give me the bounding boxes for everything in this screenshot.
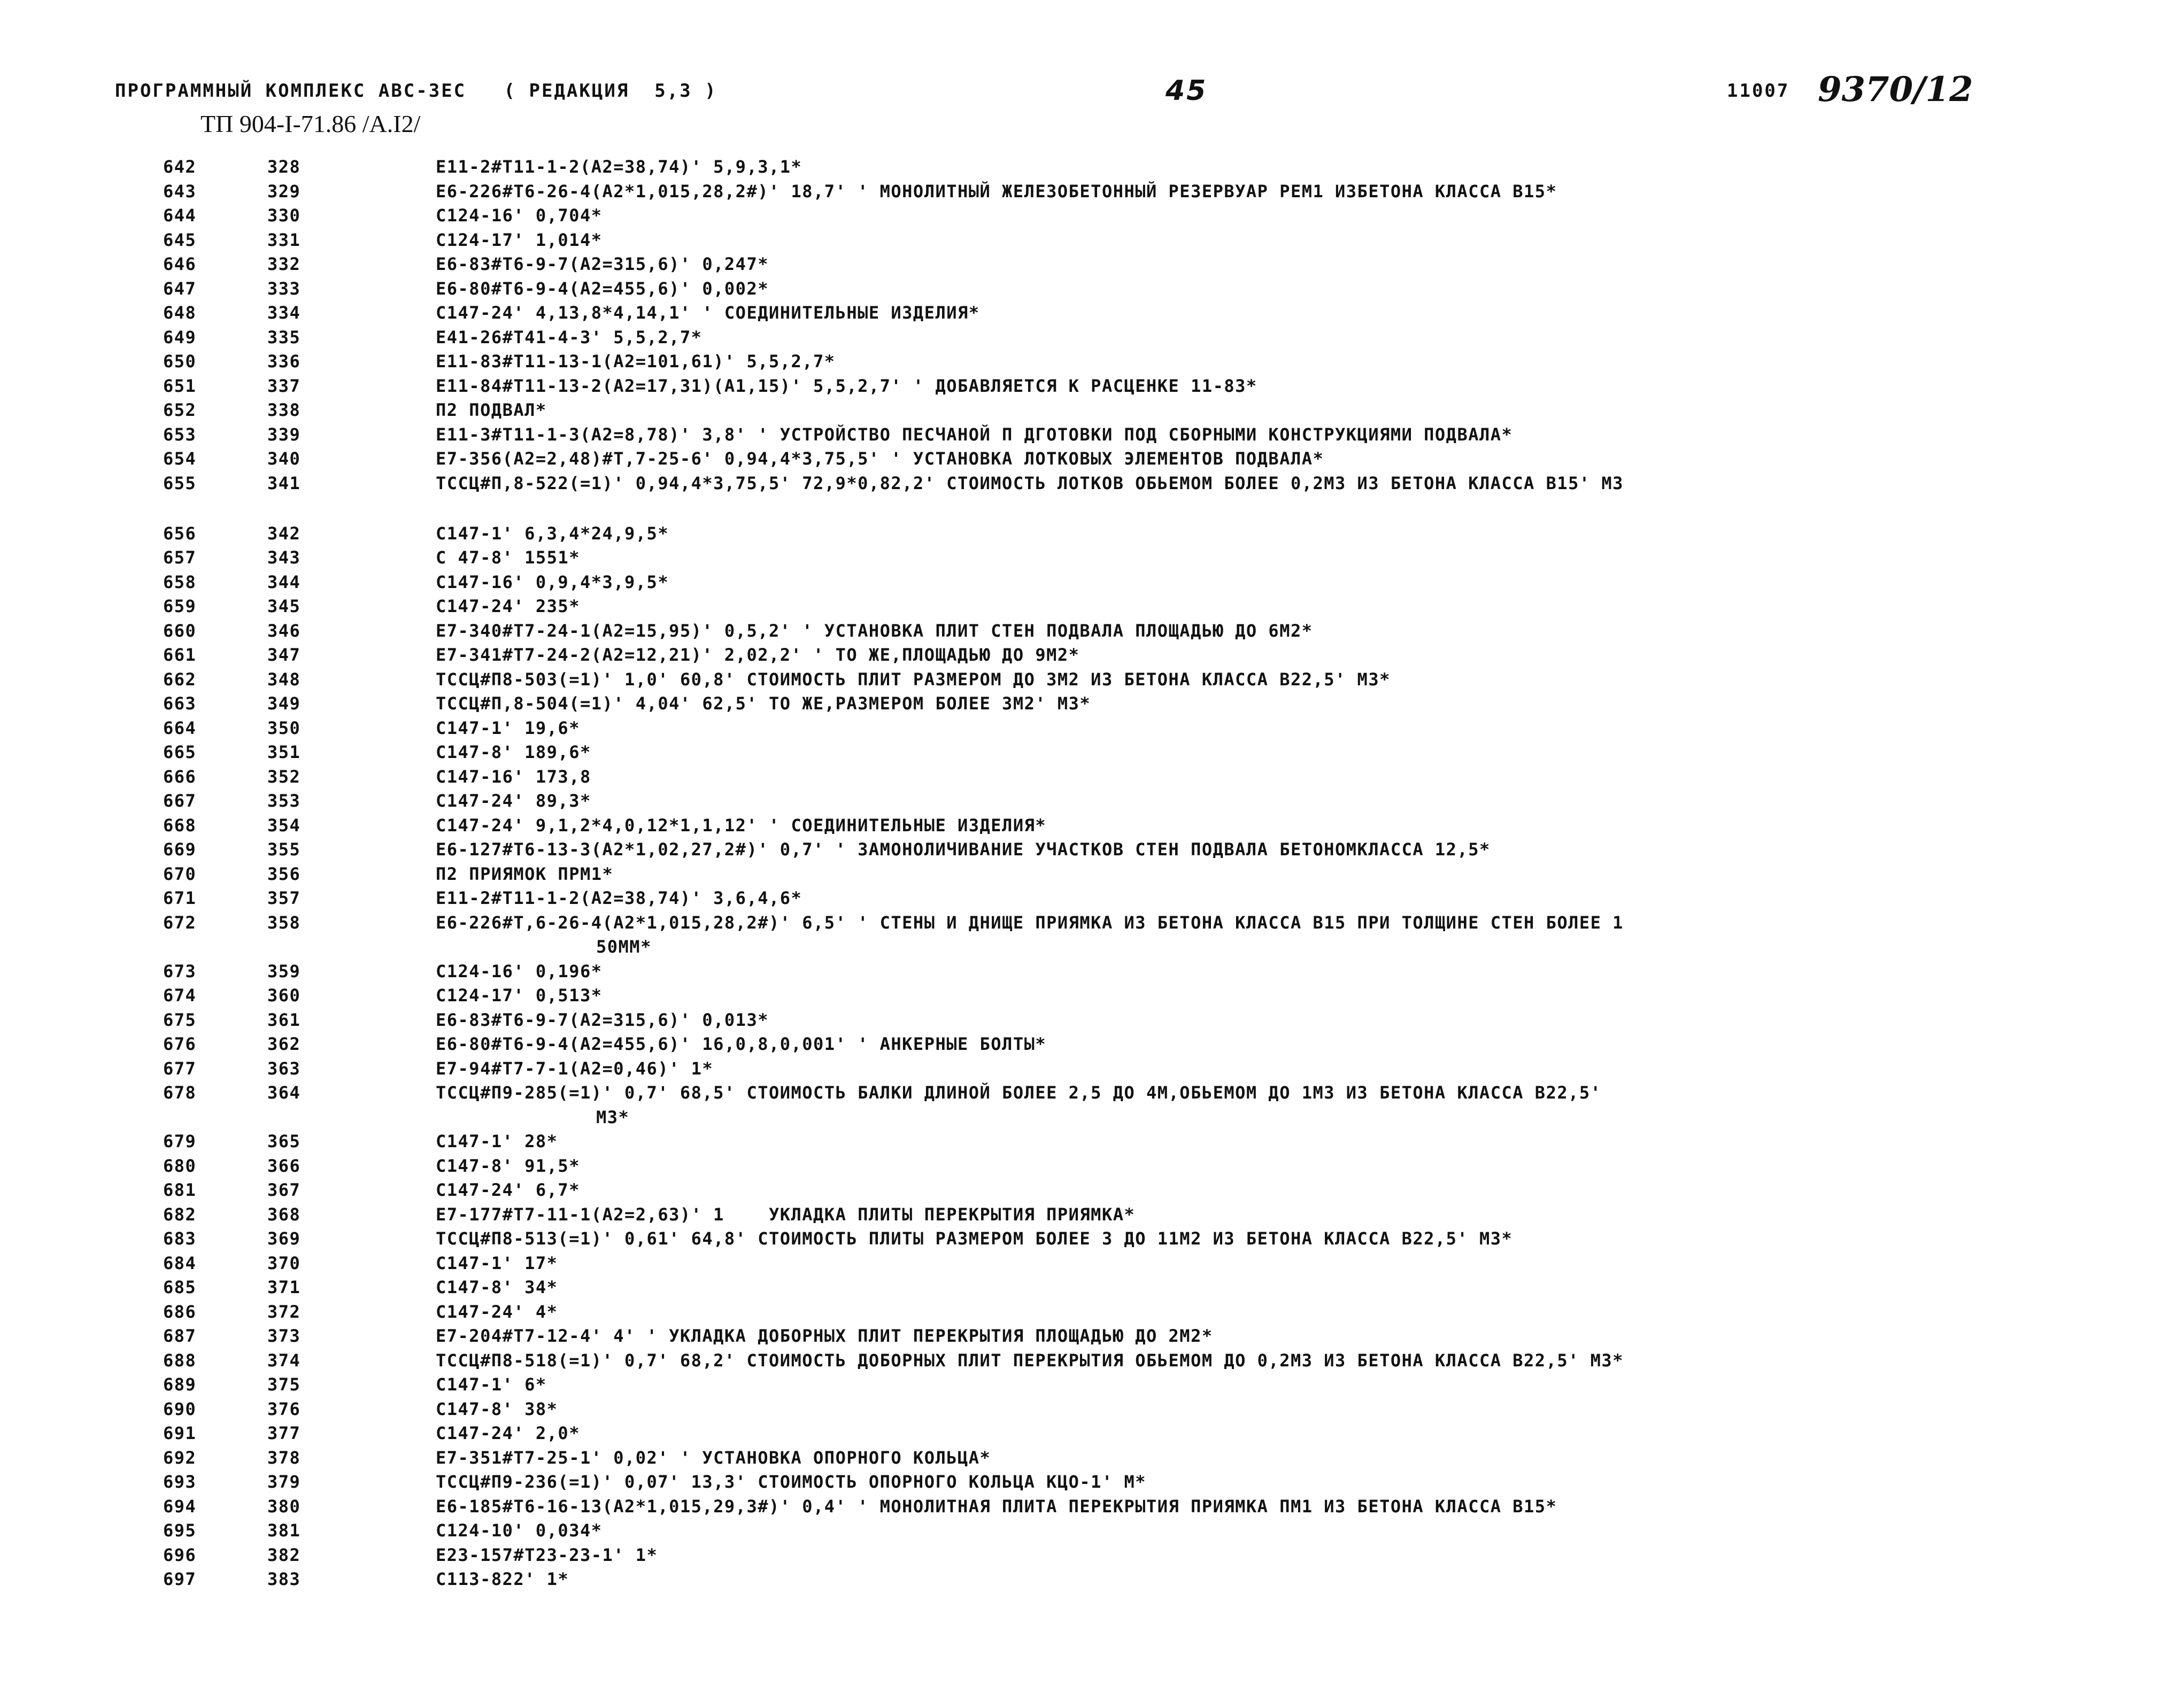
- record-number: 345: [267, 596, 301, 616]
- listing-line: [0, 1130, 2184, 1154]
- line-text-main: Е11-2#Т11-1-2(А2=38,74)' 3,6,4,6*: [436, 888, 802, 908]
- listing-line: [0, 886, 2184, 911]
- line-text: [436, 1203, 1135, 1227]
- line-text-main: ТССЦ#П8-503(=1)' 1,0' 60,8' СТОИМОСТЬ ПЛИТ РАЗМЕРОМ ДО 3М2 ИЗ БЕТОНА КЛАССА В22,5' М3*: [436, 669, 1391, 690]
- line-number: 658: [163, 571, 197, 592]
- record-number: 380: [267, 1496, 301, 1517]
- record-number: 346: [267, 620, 301, 641]
- line-text: [436, 1227, 1512, 1251]
- record-number: 341: [267, 473, 301, 493]
- line-text-main: Е7-94#Т7-7-1(А2=0,46)' 1*: [436, 1058, 714, 1079]
- record-number: 377: [267, 1423, 301, 1443]
- line-number: 667: [163, 791, 197, 811]
- line-text-main: Е7-340#Т7-24-1(А2=15,95)' 0,5,2' ' УСТАНОВКА ПЛИТ СТЕН ПОДВАЛА ПЛОЩАДЬЮ ДО 6М2*: [436, 620, 1313, 641]
- line-number: 661: [163, 645, 197, 665]
- line-text-main: ТССЦ#П8-518(=1)' 0,7' 68,2' СТОИМОСТЬ ДОБОРНЫХ ПЛИТ ПЕРЕКРЫТИЯ ОБЬЕМОМ ДО 0,2М3 ИЗ БЕТОНА КЛАССА В22,5' М3*: [436, 1350, 1624, 1371]
- line-text-main: ТССЦ#П9-285(=1)' 0,7' 68,5' СТОИМОСТЬ БАЛКИ ДЛИНОЙ БОЛЕЕ 2,5 ДО 4М,ОБЬЕМОМ ДО 1М3 ИЗ БЕТОНА КЛАССА В22,5': [436, 1083, 1602, 1103]
- line-number: 654: [163, 449, 197, 469]
- line-text-main: Е6-127#Т6-13-3(А2*1,02,27,2#)' 0,7' ' ЗАМОНОЛИЧИВАНИЕ УЧАСТКОВ СТЕН ПОДВАЛА БЕТОНОМКЛАССА 12,5*: [436, 839, 1491, 860]
- record-number: 339: [267, 424, 301, 445]
- line-text-main: Е6-83#Т6-9-7(А2=315,6)' 0,013*: [436, 1009, 769, 1030]
- line-text-main: ТССЦ#П9-236(=1)' 0,07' 13,3' СТОИМОСТЬ ОПОРНОГО КОЛЬЦА КЦО-1' М*: [436, 1472, 1146, 1492]
- listing-line: [0, 594, 2184, 619]
- listing-line: [0, 740, 2184, 765]
- line-text-main: С147-24' 89,3*: [436, 791, 591, 811]
- record-number: 374: [267, 1350, 301, 1371]
- line-text: [436, 1567, 569, 1592]
- line-text-main: Е6-83#Т6-9-7(А2=315,6)' 0,247*: [436, 254, 769, 274]
- line-number: 692: [163, 1447, 197, 1468]
- record-number: 359: [267, 961, 301, 981]
- line-number: 645: [163, 229, 197, 250]
- line-number: 650: [163, 351, 197, 372]
- line-text-main: ТССЦ#П,8-522(=1)' 0,94,4*3,75,5' 72,9*0,82,2' СТОИМОСТЬ ЛОТКОВ ОБЬЕМОМ БОЛЕЕ 0,2М3 ИЗ БЕТОНА КЛАССА В15' М3: [436, 473, 1624, 493]
- line-text: [436, 692, 1091, 716]
- line-number: 664: [163, 717, 197, 738]
- record-number: 353: [267, 791, 301, 811]
- record-number: 330: [267, 205, 301, 226]
- line-text: [436, 911, 1624, 960]
- line-text-main: С147-1' 28*: [436, 1131, 558, 1151]
- line-text-main: С147-1' 17*: [436, 1252, 558, 1273]
- line-text: [436, 1421, 580, 1446]
- record-number: 331: [267, 229, 301, 250]
- line-text-main: С113-822' 1*: [436, 1569, 569, 1589]
- listing-line: [0, 765, 2184, 790]
- line-number: 656: [163, 523, 197, 544]
- line-text: [436, 594, 580, 619]
- line-number: 675: [163, 1009, 197, 1030]
- line-text-main: С124-16' 0,196*: [436, 961, 603, 981]
- record-number: 352: [267, 766, 301, 787]
- listing-line: [0, 1349, 2184, 1373]
- line-text: [436, 277, 769, 301]
- record-number: 335: [267, 327, 301, 347]
- listing-line: [0, 1251, 2184, 1276]
- line-number: 683: [163, 1228, 197, 1249]
- record-number: 378: [267, 1447, 301, 1468]
- line-number: 684: [163, 1252, 197, 1273]
- record-number: 337: [267, 375, 301, 396]
- record-number: 373: [267, 1326, 301, 1346]
- line-number: 694: [163, 1496, 197, 1517]
- listing-line: [0, 204, 2184, 228]
- line-text-main: П2 ПОДВАЛ*: [436, 400, 547, 420]
- line-text: [436, 471, 1624, 496]
- line-text: [436, 180, 1557, 204]
- line-number: 646: [163, 254, 197, 274]
- line-number: 669: [163, 839, 197, 860]
- line-text-main: С124-17' 1,014*: [436, 229, 603, 250]
- line-text-main: С147-8' 34*: [436, 1277, 558, 1297]
- record-number: 347: [267, 645, 301, 665]
- listing-line: [0, 1446, 2184, 1471]
- record-number: 361: [267, 1009, 301, 1030]
- listing-line: [0, 1397, 2184, 1422]
- line-text-main: ТССЦ#П,8-504(=1)' 4,04' 62,5' ТО ЖЕ,РАЗМЕРОМ БОЛЕЕ 3М2' М3*: [436, 693, 1091, 714]
- listing-line: [0, 1178, 2184, 1203]
- listing-line: [0, 1008, 2184, 1033]
- record-number: 371: [267, 1277, 301, 1297]
- line-text-main: С147-24' 235*: [436, 596, 580, 616]
- line-number: 644: [163, 205, 197, 226]
- page-number: 45: [1166, 75, 1208, 107]
- sheet-number: 9370/12: [1818, 69, 1973, 110]
- record-number: 354: [267, 815, 301, 836]
- listing-line: [0, 1519, 2184, 1543]
- line-text: [436, 1081, 1601, 1130]
- line-text-main: С147-1' 19,6*: [436, 717, 580, 738]
- line-number: 666: [163, 766, 197, 787]
- line-text-main: Е11-3#Т11-1-3(А2=8,78)' 3,8' ' УСТРОЙСТВО ПЕСЧАНОЙ П ДГОТОВКИ ПОД СБОРНЫМИ КОНСТРУКЦИЯМИ ПОДВАЛА*: [436, 424, 1513, 445]
- line-number: 649: [163, 327, 197, 347]
- line-text: [436, 1008, 769, 1033]
- listing-line: [0, 862, 2184, 887]
- line-number: 670: [163, 863, 197, 884]
- line-text-main: С147-8' 38*: [436, 1398, 558, 1419]
- listing-line: [0, 546, 2184, 570]
- record-number: 357: [267, 888, 301, 908]
- line-number: 677: [163, 1058, 197, 1079]
- record-number: 351: [267, 742, 301, 762]
- line-number: 674: [163, 985, 197, 1006]
- line-text-main: Е11-2#Т11-1-2(А2=38,74)' 5,9,3,1*: [436, 157, 802, 177]
- line-number: 660: [163, 620, 197, 641]
- line-text-main: С147-1' 6*: [436, 1374, 547, 1395]
- record-number: 342: [267, 523, 301, 544]
- line-text: [436, 1032, 1046, 1057]
- line-text-main: С147-16' 173,8: [436, 766, 591, 787]
- line-number: 676: [163, 1034, 197, 1054]
- line-text: [436, 1130, 558, 1154]
- listing-line: [0, 350, 2184, 374]
- record-number: 350: [267, 717, 301, 738]
- listing-line: [0, 643, 2184, 668]
- record-number: 344: [267, 571, 301, 592]
- line-text: [436, 1300, 558, 1325]
- line-number: 653: [163, 424, 197, 445]
- line-text-main: П2 ПРИЯМОК ПРМ1*: [436, 863, 614, 884]
- line-number: 652: [163, 400, 197, 420]
- listing-line: [0, 1543, 2184, 1568]
- line-text: [436, 1324, 1213, 1349]
- line-text: [436, 1519, 602, 1543]
- line-number: 643: [163, 181, 197, 202]
- record-number: 367: [267, 1180, 301, 1200]
- line-text-main: С124-17' 0,513*: [436, 985, 603, 1006]
- line-number: 687: [163, 1326, 197, 1346]
- line-number: 697: [163, 1569, 197, 1589]
- line-text-main: С147-8' 91,5*: [436, 1155, 580, 1176]
- listing-line: [0, 423, 2184, 447]
- line-text-main: Е6-226#Т,6-26-4(А2*1,015,28,2#)' 6,5' ' СТЕНЫ И ДНИЩЕ ПРИЯМКА ИЗ БЕТОНА КЛАССА В15 ПРИ ТОЛЩИНЕ СТЕН БОЛЕЕ 1: [436, 912, 1624, 933]
- record-number: 375: [267, 1374, 301, 1395]
- listing-line: [0, 1324, 2184, 1349]
- listing-line: [0, 471, 2184, 522]
- record-number: 383: [267, 1569, 301, 1589]
- line-number: 681: [163, 1180, 197, 1200]
- line-text: [436, 350, 836, 374]
- line-number: 679: [163, 1131, 197, 1151]
- line-text: [436, 643, 1079, 668]
- line-text: [436, 570, 669, 595]
- line-number: 663: [163, 693, 197, 714]
- line-text-main: Е7-204#Т7-12-4' 4' ' УКЛАДКА ДОБОРНЫХ ПЛИТ ПЕРЕКРЫТИЯ ПЛОЩАДЬЮ ДО 2М2*: [436, 1326, 1213, 1346]
- line-number: 671: [163, 888, 197, 908]
- listing-line: [0, 619, 2184, 644]
- document-code: 11007: [1727, 80, 1790, 102]
- listing-line: [0, 1495, 2184, 1519]
- line-text-main: Е7-341#Т7-24-2(А2=12,21)' 2,02,2' ' ТО ЖЕ,ПЛОЩАДЬЮ ДО 9М2*: [436, 645, 1080, 665]
- line-text-main: Е23-157#Т23-23-1' 1*: [436, 1544, 658, 1565]
- listing-line: [0, 716, 2184, 741]
- line-text: [436, 862, 613, 887]
- line-text: [436, 1178, 580, 1203]
- line-number: 648: [163, 303, 197, 323]
- line-number: 657: [163, 547, 197, 568]
- line-text: [436, 398, 547, 423]
- line-text-continuation: 50ММ*: [596, 937, 652, 957]
- line-text-main: С147-24' 4*: [436, 1301, 558, 1322]
- record-number: 343: [267, 547, 301, 568]
- record-number: 356: [267, 863, 301, 884]
- listing: [0, 155, 2184, 1592]
- line-text: [436, 814, 1046, 838]
- listing-line: [0, 1227, 2184, 1251]
- line-number: 651: [163, 375, 197, 396]
- line-text-main: С147-24' 6,7*: [436, 1180, 580, 1200]
- line-number: 689: [163, 1374, 197, 1395]
- line-text: [436, 619, 1313, 644]
- record-number: 369: [267, 1228, 301, 1249]
- listing-line: [0, 155, 2184, 180]
- line-text: [436, 204, 602, 228]
- line-text-main: С147-24' 4,13,8*4,14,1' ' СОЕДИНИТЕЛЬНЫЕ ИЗДЕЛИЯ*: [436, 303, 980, 323]
- line-text-main: Е7-351#Т7-25-1' 0,02' ' УСТАНОВКА ОПОРНОГО КОЛЬЦА*: [436, 1447, 991, 1468]
- line-text: [436, 886, 802, 911]
- line-text: [436, 522, 669, 546]
- listing-line: [0, 1421, 2184, 1446]
- record-number: 334: [267, 303, 301, 323]
- listing-line: [0, 911, 2184, 960]
- line-text-main: Е41-26#Т41-4-3' 5,5,2,7*: [436, 327, 703, 347]
- record-number: 382: [267, 1544, 301, 1565]
- line-text: [436, 716, 580, 741]
- line-text: [436, 1397, 558, 1422]
- listing-line: [0, 960, 2184, 984]
- record-number: 381: [267, 1520, 301, 1541]
- line-text-main: С147-8' 189,6*: [436, 742, 591, 762]
- line-text: [436, 1495, 1557, 1519]
- listing-line: [0, 252, 2184, 277]
- record-number: 336: [267, 351, 301, 372]
- line-text-continuation: М3*: [596, 1107, 630, 1127]
- project-designation: ТП 904-I-71.86 /А.I2/: [200, 110, 421, 137]
- line-number: 642: [163, 157, 197, 177]
- line-number: 682: [163, 1204, 197, 1225]
- listing-line: [0, 1032, 2184, 1057]
- record-number: 338: [267, 400, 301, 420]
- line-text: [436, 301, 980, 326]
- line-text: [436, 447, 1324, 471]
- listing-line: [0, 1373, 2184, 1397]
- listing-line: [0, 1275, 2184, 1300]
- line-text-main: С147-24' 2,0*: [436, 1423, 580, 1443]
- line-text: [436, 326, 702, 350]
- line-text-main: С147-16' 0,9,4*3,9,5*: [436, 571, 669, 592]
- line-text: [436, 1057, 713, 1081]
- listing-line: [0, 180, 2184, 204]
- record-number: 363: [267, 1058, 301, 1079]
- line-number: 690: [163, 1398, 197, 1419]
- listing-line: [0, 1470, 2184, 1495]
- record-number: 349: [267, 693, 301, 714]
- record-number: 368: [267, 1204, 301, 1225]
- line-text-main: С124-16' 0,704*: [436, 205, 603, 226]
- line-text-main: Е6-80#Т6-9-4(А2=455,6)' 0,002*: [436, 278, 769, 299]
- record-number: 364: [267, 1083, 301, 1103]
- line-text-main: Е6-80#Т6-9-4(А2=455,6)' 16,0,8,0,001' ' АНКЕРНЫЕ БОЛТЫ*: [436, 1034, 1047, 1054]
- line-number: 678: [163, 1083, 197, 1103]
- line-number: 672: [163, 912, 197, 933]
- program-header: ПРОГРАММНЫЙ КОМПЛЕКС АВС-ЗЕС ( РЕДАКЦИЯ 5,3 ): [115, 80, 717, 102]
- line-text-main: ТССЦ#П8-513(=1)' 0,61' 64,8' СТОИМОСТЬ ПЛИТЫ РАЗМЕРОМ БОЛЕЕ 3 ДО 11М2 ИЗ БЕТОНА КЛАССА В22,5' М3*: [436, 1228, 1513, 1249]
- listing-line: [0, 228, 2184, 253]
- listing-line: [0, 374, 2184, 399]
- line-number: 680: [163, 1155, 197, 1176]
- line-number: 693: [163, 1472, 197, 1492]
- line-number: 696: [163, 1544, 197, 1565]
- listing-line: [0, 398, 2184, 423]
- record-number: 365: [267, 1131, 301, 1151]
- record-number: 348: [267, 669, 301, 690]
- line-number: 673: [163, 961, 197, 981]
- listing-line: [0, 692, 2184, 716]
- record-number: 332: [267, 254, 301, 274]
- record-number: 358: [267, 912, 301, 933]
- line-text: [436, 838, 1491, 862]
- listing-line: [0, 447, 2184, 471]
- line-text-main: С124-10' 0,034*: [436, 1520, 603, 1541]
- line-text: [436, 1349, 1624, 1373]
- line-text: [436, 668, 1391, 692]
- line-number: 662: [163, 669, 197, 690]
- line-text: [436, 155, 802, 180]
- line-text: [436, 984, 602, 1008]
- listing-line: [0, 301, 2184, 326]
- record-number: 355: [267, 839, 301, 860]
- line-number: 685: [163, 1277, 197, 1297]
- record-number: 329: [267, 181, 301, 202]
- line-text-main: Е6-226#Т6-26-4(А2*1,015,28,2#)' 18,7' ' МОНОЛИТНЫЙ ЖЕЛЕЗОБЕТОННЫЙ РЕЗЕРВУАР РЕМ1 ИЗБЕТОНА КЛАССА В15*: [436, 181, 1557, 202]
- record-number: 333: [267, 278, 301, 299]
- line-text: [436, 1470, 1146, 1495]
- line-text: [436, 1543, 658, 1568]
- line-text-main: Е11-84#Т11-13-2(А2=17,31)(А1,15)' 5,5,2,7' ' ДОБАВЛЯЕТСЯ К РАСЦЕНКЕ 11-83*: [436, 375, 1257, 396]
- line-number: 695: [163, 1520, 197, 1541]
- record-number: 376: [267, 1398, 301, 1419]
- line-number: 655: [163, 473, 197, 493]
- line-text: [436, 1373, 547, 1397]
- line-text: [436, 1446, 991, 1471]
- line-text: [436, 1251, 558, 1276]
- listing-line: [0, 838, 2184, 862]
- listing-line: [0, 326, 2184, 350]
- listing-line: [0, 984, 2184, 1008]
- line-text-main: Е7-177#Т7-11-1(А2=2,63)' 1 УКЛАДКА ПЛИТЫ ПЕРЕКРЫТИЯ ПРИЯМКА*: [436, 1204, 1136, 1225]
- record-number: 372: [267, 1301, 301, 1322]
- listing-line: [0, 1300, 2184, 1325]
- line-number: 688: [163, 1350, 197, 1371]
- line-text: [436, 1154, 580, 1179]
- line-text: [436, 252, 769, 277]
- listing-line: [0, 814, 2184, 838]
- record-number: 370: [267, 1252, 301, 1273]
- record-number: 379: [267, 1472, 301, 1492]
- listing-line: [0, 1154, 2184, 1179]
- line-number: 659: [163, 596, 197, 616]
- listing-line: [0, 789, 2184, 814]
- line-text-main: С147-1' 6,3,4*24,9,5*: [436, 523, 669, 544]
- record-number: 360: [267, 985, 301, 1006]
- line-text: [436, 228, 602, 253]
- listing-line: [0, 668, 2184, 692]
- listing-line: [0, 522, 2184, 546]
- line-text: [436, 1275, 558, 1300]
- line-text: [436, 960, 602, 984]
- line-number: 668: [163, 815, 197, 836]
- line-text-main: С 47-8' 1551*: [436, 547, 580, 568]
- listing-line: [0, 1057, 2184, 1081]
- line-text-main: Е7-356(А2=2,48)#Т,7-25-6' 0,94,4*3,75,5' ' УСТАНОВКА ЛОТКОВЫХ ЭЛЕМЕНТОВ ПОДВАЛА*: [436, 449, 1324, 469]
- listing-line: [0, 570, 2184, 595]
- line-number: 647: [163, 278, 197, 299]
- record-number: 340: [267, 449, 301, 469]
- line-text-main: Е6-185#Т6-16-13(А2*1,015,29,3#)' 0,4' ' МОНОЛИТНАЯ ПЛИТА ПЕРЕКРЫТИЯ ПРИЯМКА ПМ1 ИЗ БЕТОНА КЛАССА В15*: [436, 1496, 1557, 1517]
- listing-line: [0, 1567, 2184, 1592]
- listing-line: [0, 277, 2184, 301]
- record-number: 362: [267, 1034, 301, 1054]
- line-number: 665: [163, 742, 197, 762]
- line-text-main: С147-24' 9,1,2*4,0,12*1,1,12' ' СОЕДИНИТЕЛЬНЫЕ ИЗДЕЛИЯ*: [436, 815, 1047, 836]
- line-text-main: Е11-83#Т11-13-1(А2=101,61)' 5,5,2,7*: [436, 351, 836, 372]
- line-text: [436, 789, 591, 814]
- line-text: [436, 765, 591, 790]
- line-number: 686: [163, 1301, 197, 1322]
- record-number: 328: [267, 157, 301, 177]
- line-text: [436, 740, 591, 765]
- listing-line: [0, 1081, 2184, 1130]
- line-text: [436, 374, 1257, 399]
- line-text: [436, 546, 580, 570]
- record-number: 366: [267, 1155, 301, 1176]
- line-number: 691: [163, 1423, 197, 1443]
- line-text: [436, 423, 1512, 447]
- listing-line: [0, 1203, 2184, 1227]
